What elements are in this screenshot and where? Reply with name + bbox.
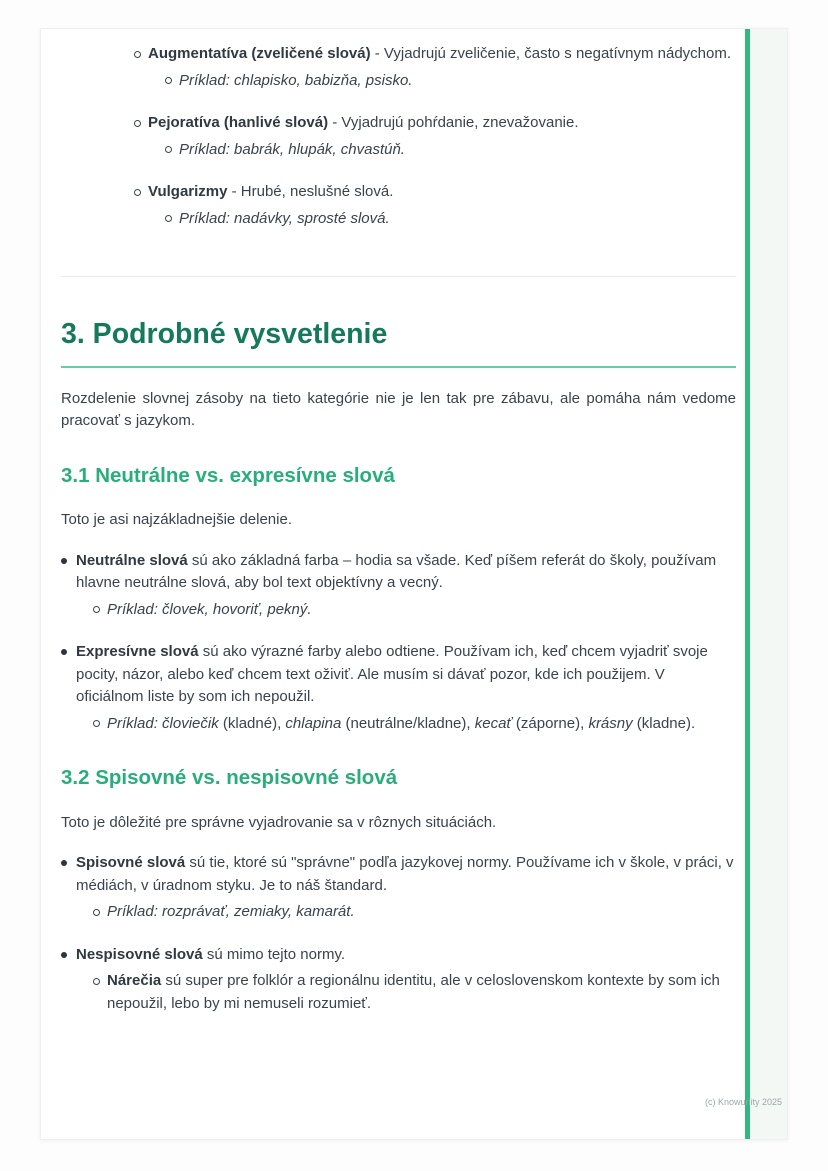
example-sublist xyxy=(92,713,736,736)
list-item-text: Vulgarizmy - Hrubé, neslušné slová. xyxy=(148,183,394,200)
document-page xyxy=(40,28,788,1140)
list-item-expresivne xyxy=(61,641,736,735)
example-text: Príklad: babrák, hlupák, chvastúň. xyxy=(179,140,405,158)
example-item xyxy=(164,208,736,231)
list-item-neutralne xyxy=(61,550,736,622)
list-item-narecia xyxy=(92,970,736,1015)
list-item-text: Nárečia sú super pre folklór a regionálnu identitu, ale v celoslovenskom kontexte by som ich nepoužil, lebo by mi nemuseli rozumieť. xyxy=(107,972,720,1012)
example-text: Príklad: chlapisko, babizňa, psisko. xyxy=(179,71,413,89)
list-item-vulgarizmy xyxy=(133,181,736,230)
list-item-pejorativa xyxy=(133,112,736,161)
list-item-nespisovne xyxy=(61,944,736,1016)
example-sublist xyxy=(164,208,736,231)
example-sublist xyxy=(164,139,736,162)
example-text: Príklad: človiečik (kladné), chlapina (neutrálne/kladne), kecať (záporne), krásny (kladne). xyxy=(107,714,696,732)
example-text: Príklad: človek, hovoriť, pekný. xyxy=(107,600,312,618)
list-item-text: Spisovné slová sú tie, ktoré sú "správne" podľa jazykovej normy. Používame ich v škole, v práci, v médiách, v úradnom styku. Je to náš štandard. xyxy=(76,854,734,894)
example-sublist xyxy=(92,901,736,924)
subsection-heading-3-1: 3.1 Neutrálne vs. expresívne slová xyxy=(61,463,395,487)
subsection-3-1-lead: Toto je asi najzákladnejšie delenie. xyxy=(61,511,292,529)
example-item xyxy=(92,901,736,924)
page-accent-strip xyxy=(750,29,787,1139)
example-sublist xyxy=(92,599,736,622)
example-item xyxy=(92,713,736,736)
list-item-text: Pejoratíva (hanlivé slová) - Vyjadrujú pohŕdanie, znevažovanie. xyxy=(148,114,579,131)
list-item-text: Nespisovné slová sú mimo tejto normy. xyxy=(76,945,345,963)
list-item-text: Augmentatíva (zveličené slová) - Vyjadrujú zveličenie, často s negatívnym nádychom. xyxy=(148,45,732,62)
expressive-word-types-list xyxy=(133,43,736,230)
list-item-spisovne xyxy=(61,852,736,924)
example-text: Príklad: nadávky, sprosté slová. xyxy=(179,209,390,227)
subsection-3-2-lead: Toto je dôležité pre správne vyjadrovanie sa v rôznych situáciách. xyxy=(61,813,497,831)
example-sublist xyxy=(164,70,736,93)
example-item xyxy=(164,70,736,93)
section-heading: 3. Podrobné vysvetlenie xyxy=(61,317,736,368)
neutral-vs-expressive-list xyxy=(61,550,736,736)
watermark: (c) Knowunity 2025 xyxy=(704,1096,782,1107)
example-text: Príklad: rozprávať, zemiaky, kamarát. xyxy=(107,903,355,921)
page-content xyxy=(41,29,752,1035)
section-intro-paragraph: Rozdelenie slovnej zásoby na tieto kategórie nie je len tak pre zábavu, ale pomáha nám vedome pracovať s jazykom. xyxy=(61,389,736,430)
list-item-text: Neutrálne slová sú ako základná farba – hodia sa všade. Keď píšem referát do školy, používam hlavne neutrálne slová, aby bol text objektívny a vecný. xyxy=(76,551,717,592)
narecia-sublist xyxy=(92,970,736,1015)
list-item-text: Expresívne slová sú ako výrazné farby alebo odtiene. Používam ich, keď chcem vyjadriť svoje pocity, názor, alebo keď chcem text oživiť. Ale musím si dávať pozor, kde ich použijem. V oficiálnom liste by som ich nepoužil. xyxy=(76,643,708,706)
example-item xyxy=(164,139,736,162)
section-divider xyxy=(61,276,736,277)
list-item-augmentativa xyxy=(133,43,736,92)
standard-vs-nonstandard-list xyxy=(61,852,736,1015)
subsection-heading-3-2: 3.2 Spisovné vs. nespisovné slová xyxy=(61,766,398,790)
example-item xyxy=(92,599,736,622)
